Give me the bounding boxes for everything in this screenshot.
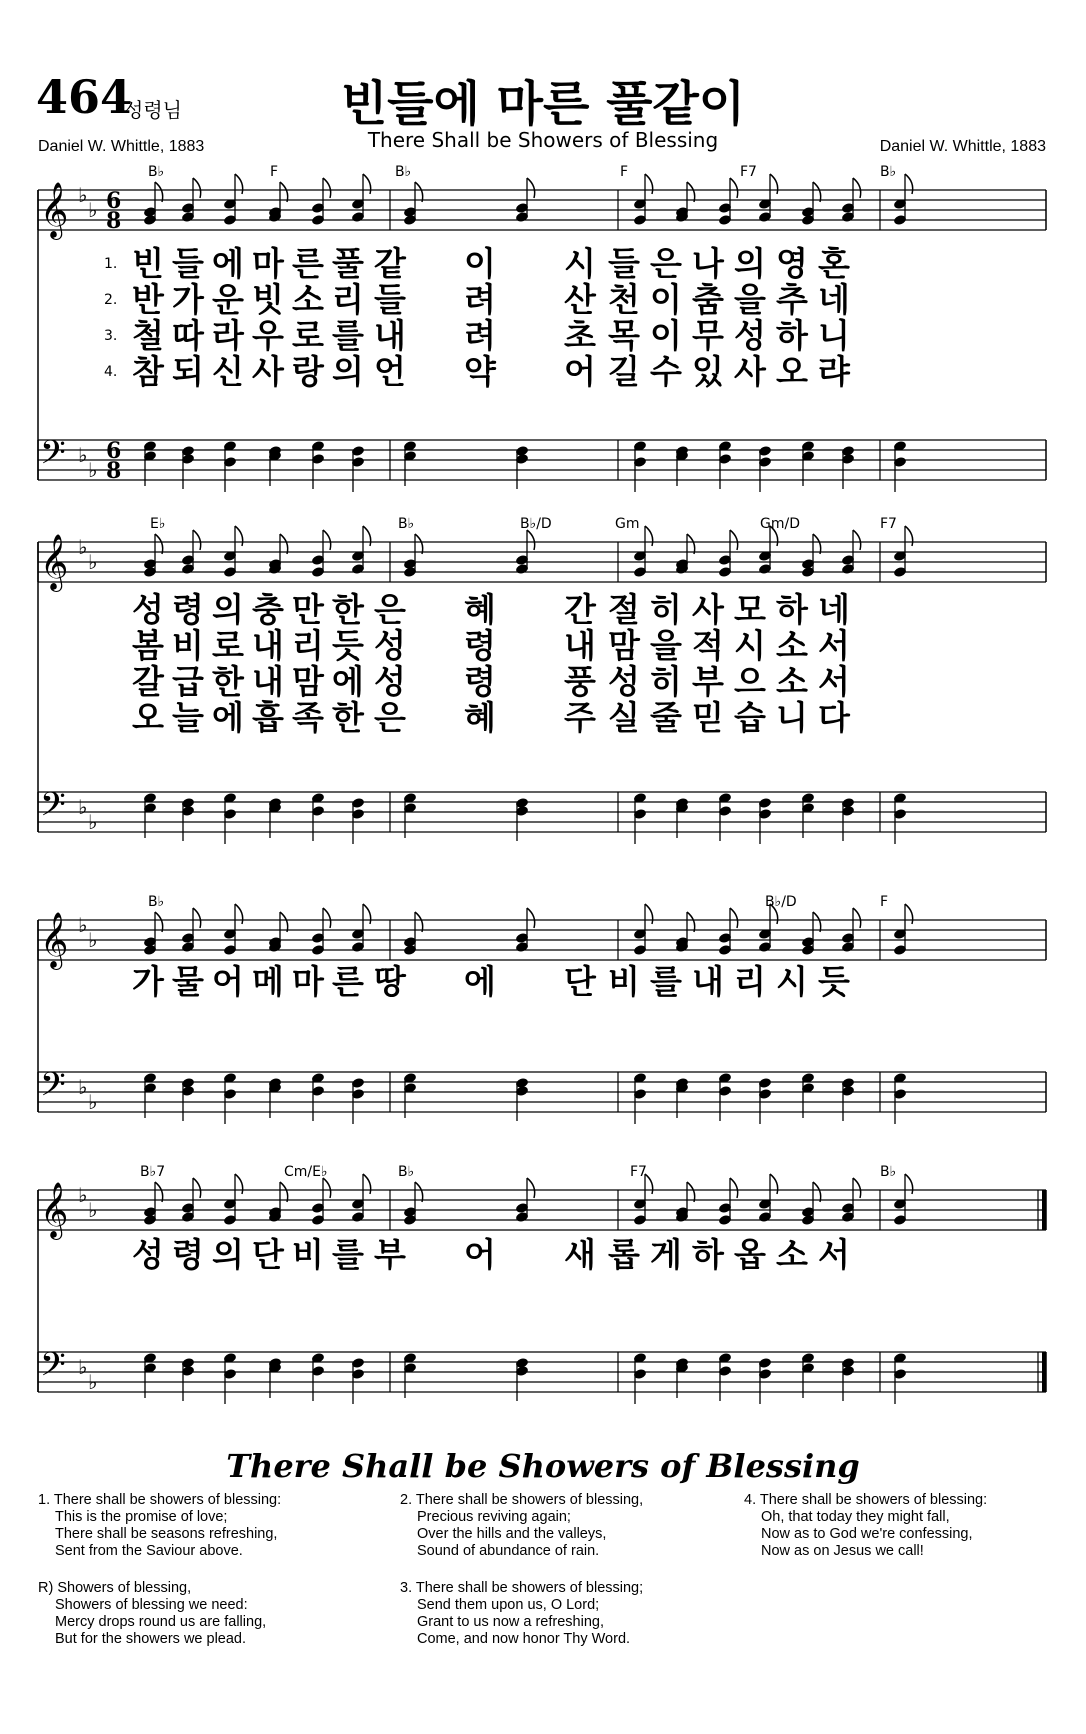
bass-clef-icon: 𝄢 [40,1346,66,1392]
lyric-syllable: 듯 [818,962,850,1001]
lyric-syllable: 어 [564,352,596,391]
lyric-syllable: 사 [692,590,724,629]
note-flag [645,904,653,924]
lyric-syllable: 다 [818,698,850,737]
lyric-syllable: 령 [172,590,204,629]
lyric-syllable: 의 [332,352,364,391]
flat-icon: ♭ [78,1355,88,1379]
chord-symbol: F7 [740,164,757,180]
lyric-syllable: 리 [734,962,766,1001]
lyric-syllable: 믿 [692,698,724,737]
note-flag [193,178,201,198]
lyric-syllable: 흡 [252,698,284,737]
lyric-syllable: 길 [608,352,640,391]
lyric-syllable: 하 [776,590,808,629]
note-flag [687,534,695,554]
lyric-syllable: 절 [608,590,640,629]
verse-line: 3. There shall be showers of blessing; [400,1580,644,1596]
note-flag [415,912,423,932]
time-signature: 6 [106,188,122,214]
lyric-syllable: 참 [132,352,164,391]
note-flag [730,908,738,928]
flat-icon: ♭ [78,913,88,937]
treble-clef-icon: 𝄞 [40,534,69,590]
lyric-syllable: 은 [374,698,406,737]
lyric-syllable: 니 [776,698,808,737]
note-flag [687,1182,695,1202]
lyric-syllable: 한 [332,590,364,629]
note-flag [155,534,163,554]
lyric-syllable: 반 [132,280,164,319]
note-flag [687,912,695,932]
english-refrain [38,1580,266,1648]
lyric-syllable: 따 [172,316,204,355]
flat-icon: ♭ [88,198,98,222]
note-flag [905,1174,913,1194]
lyric-syllable: 급 [172,662,204,701]
lyric-syllable: 의 [212,590,244,629]
lyric-syllable: 있 [692,352,724,391]
lyric-syllable: 무 [692,316,724,355]
verse-line: But for the showers we plead. [55,1631,247,1647]
note-flag [645,174,653,194]
note-flag [193,908,201,928]
verse-line: 2. There shall be showers of blessing, [400,1492,644,1508]
lyric-syllable: 수 [650,352,682,391]
verse-line: Oh, that today they might fall, [761,1509,950,1525]
note-flag [527,530,535,550]
verse-line: Grant to us now a refreshing, [417,1614,604,1630]
note-flag [813,1182,821,1202]
note-flag [905,174,913,194]
lyric-syllable: 늘 [172,698,204,737]
note-flag [905,904,913,924]
lyric-syllable: 이 [464,244,496,283]
lyric-syllable: 이 [650,280,682,319]
verse-line: Send them upon us, O Lord; [417,1597,600,1613]
note-flag [193,530,201,550]
lyric-syllable: 리 [332,280,364,319]
note-flag [235,526,243,546]
lyric-syllable: 은 [374,590,406,629]
lyric-syllable: 추 [776,280,808,319]
verse-line: Sent from the Saviour above. [55,1543,243,1559]
note-flag [363,1174,371,1194]
chord-symbol: B♭/D [520,516,552,532]
note-flag [235,904,243,924]
chord-symbol: E♭ [150,516,166,532]
lyric-syllable: 소 [776,626,808,665]
chord-symbol: B♭ [398,516,415,532]
note-flag [193,1178,201,1198]
lyric-syllable: 사 [252,352,284,391]
note-flag [280,534,288,554]
verse-line: This is the promise of love; [55,1509,228,1525]
lyric-syllable: 충 [252,590,284,629]
lyric-syllable: 령 [172,1235,204,1274]
lyric-syllable: 빗 [252,280,284,319]
note-flag [155,182,163,202]
note-flag [415,182,423,202]
lyric-syllable: 내 [252,662,284,701]
lyric-syllable: 시 [564,244,596,283]
verse-line: Now as to God we're confessing, [761,1526,973,1542]
lyric-syllable: 가 [132,962,164,1001]
lyric-syllable: 맘 [608,626,640,665]
lyric-syllable: 히 [650,662,682,701]
note-flag [730,178,738,198]
verse-line: R) Showers of blessing, [38,1580,192,1596]
lyric-syllable: 성 [132,590,164,629]
note-flag [813,534,821,554]
lyric-syllable: 만 [292,590,324,629]
treble-clef-icon: 𝄞 [40,912,69,968]
lyric-syllable: 의 [734,244,766,283]
lyric-syllable: 춤 [692,280,724,319]
lyric-syllable: 어 [212,962,244,1001]
note-flag [730,530,738,550]
lyric-syllable: 시 [776,962,808,1001]
time-signature: 6 [106,438,122,464]
lyric-syllable: 령 [464,662,496,701]
chord-symbol: B♭ [148,894,165,910]
lyric-syllable: 주 [564,698,596,737]
treble-clef-icon: 𝄞 [40,182,69,238]
hymn-number: 464 [36,70,133,124]
note-flag [155,912,163,932]
note-flag [323,1178,331,1198]
flat-icon: ♭ [88,550,98,574]
lyric-syllable: 메 [252,962,284,1001]
lyric-syllable: 성 [734,316,766,355]
lyric-syllable: 마 [292,962,324,1001]
lyric-syllable: 사 [734,352,766,391]
lyric-syllable: 목 [608,316,640,355]
lyric-syllable: 줄 [650,698,682,737]
note-flag [235,174,243,194]
note-flag [280,912,288,932]
note-flag [853,908,861,928]
lyric-syllable: 소 [292,280,324,319]
lyric-syllable: 랴 [818,352,850,391]
verse-number: 2. [104,292,118,308]
english-stanza-4 [744,1492,987,1560]
flat-icon: ♭ [78,535,88,559]
lyric-syllable: 를 [650,962,682,1001]
note-flag [905,526,913,546]
verse-line: There shall be seasons refreshing, [55,1526,278,1542]
lyric-syllable: 을 [650,626,682,665]
lyric-syllable: 비 [292,1235,324,1274]
chord-symbol: B♭ [398,1164,415,1180]
verse-line: Now as on Jesus we call! [761,1543,924,1559]
verse-number: 3. [104,328,118,344]
note-flag [813,182,821,202]
chord-symbol: B♭ [395,164,412,180]
lyric-syllable: 풀 [332,244,364,283]
lyric-syllable: 단 [564,962,596,1001]
lyric-syllable: 내 [374,316,406,355]
hymn-category: 성령님 [124,98,182,122]
lyric-syllable: 성 [374,662,406,701]
lyric-syllable: 들 [374,280,406,319]
note-flag [363,526,371,546]
note-flag [363,174,371,194]
lyric-syllable: 족 [292,698,324,737]
lyric-syllable: 나 [692,244,724,283]
lyric-syllable: 적 [692,626,724,665]
lyric-syllable: 에 [212,244,244,283]
lyric-syllable: 되 [172,352,204,391]
final-barline [1042,1352,1046,1392]
lyric-syllable: 빈 [132,244,164,283]
lyric-syllable: 신 [212,352,244,391]
chord-symbol: B♭ [148,164,165,180]
credit-right: Daniel W. Whittle, 1883 [879,138,1046,155]
note-flag [853,530,861,550]
verse-line: Sound of abundance of rain. [417,1543,600,1559]
english-stanza-1 [38,1492,281,1560]
note-flag [363,904,371,924]
verse-line: 1. There shall be showers of blessing: [38,1492,282,1508]
lyric-syllable: 의 [212,1235,244,1274]
note-flag [415,534,423,554]
lyric-syllable: 물 [172,962,204,1001]
chord-symbol: B♭/D [765,894,797,910]
note-flag [323,178,331,198]
chord-symbol: Gm/D [760,516,800,532]
lyric-syllable: 혜 [464,698,496,737]
lyric-syllable: 서 [818,1235,850,1274]
lyric-syllable: 려 [464,280,496,319]
lyric-syllable: 소 [776,662,808,701]
lyric-syllable: 성 [132,1235,164,1274]
lyric-syllable: 랑 [292,352,324,391]
note-flag [853,178,861,198]
lyric-syllable: 은 [650,244,682,283]
chord-symbol: F [270,164,279,180]
note-flag [280,1182,288,1202]
note-flag [323,530,331,550]
lyric-syllable: 를 [332,316,364,355]
verse-line: Over the hills and the valleys, [417,1526,607,1542]
lyric-syllable: 들 [608,244,640,283]
lyric-syllable: 로 [212,626,244,665]
lyric-syllable: 한 [212,662,244,701]
lyric-syllable: 혼 [818,244,850,283]
lyric-syllable: 습 [734,698,766,737]
credit-left: Daniel W. Whittle, 1883 [38,138,205,155]
lyric-syllable: 갈 [132,662,164,701]
lyric-syllable: 네 [818,590,850,629]
english-stanza-3 [400,1580,643,1648]
lyric-syllable: 니 [818,316,850,355]
lyric-syllable: 롭 [608,1235,640,1274]
lyric-syllable: 운 [212,280,244,319]
chord-symbol: B♭7 [140,1164,166,1180]
lyric-syllable: 시 [734,626,766,665]
chord-symbol: B♭ [880,164,897,180]
lyric-syllable: 간 [564,590,596,629]
lyric-syllable: 로 [292,316,324,355]
note-flag [155,1182,163,1202]
lyric-syllable: 듯 [332,626,364,665]
lyric-syllable: 네 [818,280,850,319]
verse-line: Come, and now honor Thy Word. [417,1631,631,1647]
lyric-syllable: 부 [374,1235,406,1274]
lyric-syllable: 을 [734,280,766,319]
hymn-title: 빈들에 마른 풀같이 [340,76,746,132]
verse-line: 4. There shall be showers of blessing: [744,1492,988,1508]
chord-symbol: B♭ [880,1164,897,1180]
note-flag [730,1178,738,1198]
note-flag [415,1182,423,1202]
note-flag [323,908,331,928]
lyric-syllable: 리 [292,626,324,665]
lyric-syllable: 내 [252,626,284,665]
bass-clef-icon: 𝄢 [40,434,66,480]
chord-symbol: F [880,894,889,910]
lyric-syllable: 실 [608,698,640,737]
note-flag [770,174,778,194]
lyric-syllable: 게 [650,1235,682,1274]
verse-line: Mercy drops round us are falling, [55,1614,267,1630]
flat-icon: ♭ [78,183,88,207]
lyric-syllable: 으 [734,662,766,701]
chord-symbol: F [620,164,629,180]
lyric-syllable: 초 [564,316,596,355]
lyric-syllable: 소 [776,1235,808,1274]
bass-clef-icon: 𝄢 [40,1066,66,1112]
time-signature: 8 [106,458,122,484]
lyric-syllable: 들 [172,244,204,283]
lyric-syllable: 혜 [464,590,496,629]
lyric-syllable: 하 [692,1235,724,1274]
flat-icon: ♭ [78,1075,88,1099]
verse-number: 1. [104,256,118,272]
lyric-syllable: 철 [132,316,164,355]
hymn-subtitle: There Shall be Showers of Blessing [367,128,719,152]
lyric-syllable: 려 [464,316,496,355]
lyric-syllable: 내 [564,626,596,665]
note-flag [527,1178,535,1198]
lyric-syllable: 약 [464,352,496,391]
lyric-syllable: 언 [374,352,406,391]
flat-icon: ♭ [78,795,88,819]
lyric-syllable: 비 [172,626,204,665]
lyric-syllable: 모 [734,590,766,629]
lyric-syllable: 맘 [292,662,324,701]
lyric-syllable: 부 [692,662,724,701]
lyric-syllable: 성 [374,626,406,665]
lyric-syllable: 비 [608,962,640,1001]
lyric-syllable: 에 [464,962,496,1001]
note-flag [687,182,695,202]
flat-icon: ♭ [88,458,98,482]
chord-symbol: F7 [630,1164,647,1180]
flat-icon: ♭ [88,1090,98,1114]
bass-clef-icon: 𝄢 [40,786,66,832]
lyric-syllable: 옵 [734,1235,766,1274]
note-flag [527,178,535,198]
flat-icon: ♭ [88,1370,98,1394]
note-flag [853,1178,861,1198]
note-flag [645,526,653,546]
lyric-syllable: 천 [608,280,640,319]
lyric-syllable: 영 [776,244,808,283]
lyric-syllable: 봄 [132,626,164,665]
lyric-syllable: 하 [776,316,808,355]
lyric-syllable: 성 [608,662,640,701]
flat-icon: ♭ [88,810,98,834]
flat-icon: ♭ [88,1198,98,1222]
lyric-syllable: 서 [818,662,850,701]
lyric-syllable: 마 [252,244,284,283]
chord-symbol: F7 [880,516,897,532]
flat-icon: ♭ [78,1183,88,1207]
chord-symbol: Gm [615,516,640,532]
lyric-syllable: 단 [252,1235,284,1274]
lyric-syllable: 히 [650,590,682,629]
lyric-syllable: 서 [818,626,850,665]
lyric-syllable: 라 [212,316,244,355]
lyric-syllable: 오 [776,352,808,391]
note-flag [527,908,535,928]
lyric-syllable: 른 [332,962,364,1001]
verse-line: Showers of blessing we need: [55,1597,248,1613]
lyric-syllable: 산 [564,280,596,319]
time-signature: 8 [106,208,122,234]
verse-line: Precious reviving again; [417,1509,571,1525]
note-flag [813,912,821,932]
lyric-syllable: 내 [692,962,724,1001]
final-barline [1042,1190,1046,1230]
flat-icon: ♭ [88,928,98,952]
english-title: There Shall be Showers of Blessing [226,1447,860,1485]
note-flag [235,1174,243,1194]
lyric-syllable: 우 [252,316,284,355]
lyric-syllable: 새 [564,1235,596,1274]
lyric-syllable: 같 [374,244,406,283]
lyric-syllable: 한 [332,698,364,737]
lyric-syllable: 풍 [564,662,596,701]
note-flag [770,1174,778,1194]
treble-clef-icon: 𝄞 [40,1182,69,1238]
lyric-syllable: 른 [292,244,324,283]
verse-number: 4. [104,364,118,380]
lyric-syllable: 령 [464,626,496,665]
lyric-syllable: 땅 [374,962,406,1001]
lyric-syllable: 이 [650,316,682,355]
flat-icon: ♭ [78,443,88,467]
chord-symbol: Cm/E♭ [284,1164,328,1180]
lyric-syllable: 가 [172,280,204,319]
lyric-syllable: 를 [332,1235,364,1274]
lyric-syllable: 오 [132,698,164,737]
lyric-syllable: 에 [212,698,244,737]
note-flag [280,182,288,202]
lyric-syllable: 에 [332,662,364,701]
lyric-syllable: 어 [464,1235,496,1274]
english-stanza-2 [400,1492,643,1560]
